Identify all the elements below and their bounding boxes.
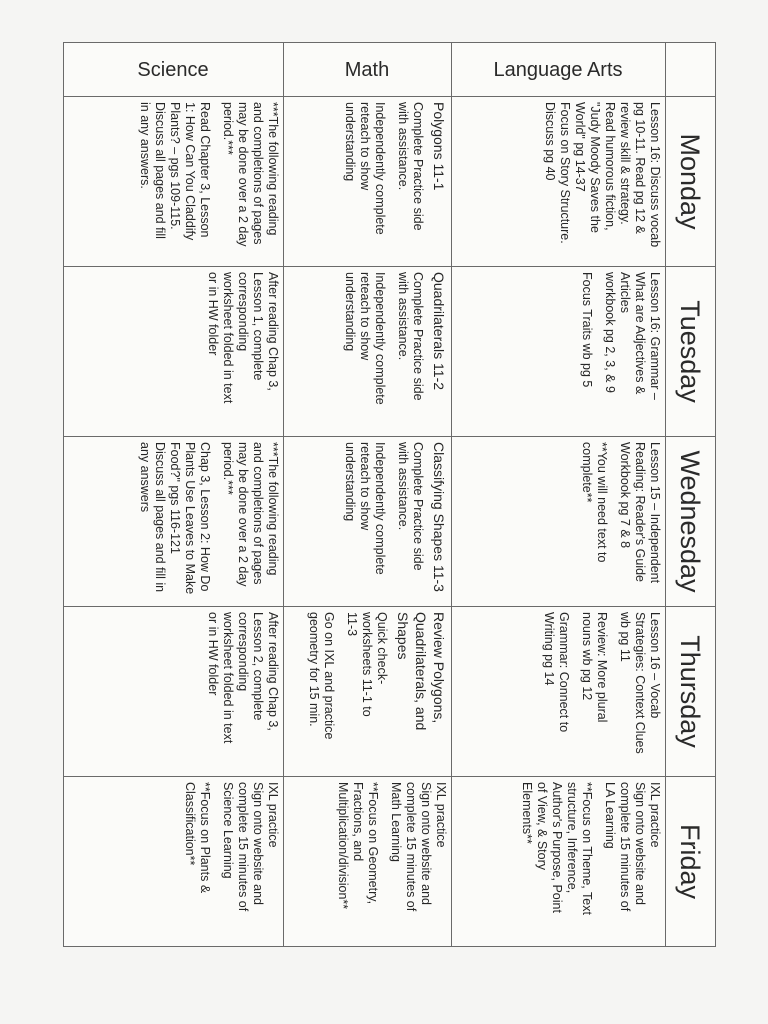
cell-line: pg 10-11. Read pg 12 & — [633, 102, 647, 234]
day-header-wednesday: Wednesday — [666, 437, 716, 607]
cell-line: Complete Practice side — [411, 442, 425, 571]
cell-line: **Focus on Geometry, — [366, 782, 380, 905]
language-arts-row — [452, 43, 666, 947]
cell-science-friday — [64, 777, 284, 947]
cell-science-wednesday — [64, 437, 284, 607]
cell-line: understanding — [343, 442, 357, 522]
cell-line: with assistance. — [396, 442, 410, 531]
cell-line: Science Learning — [221, 782, 235, 879]
cell-line: ***The following reading — [266, 102, 280, 236]
corner-cell — [666, 43, 716, 97]
line-gap — [387, 272, 395, 431]
cell-language-arts-thursday — [452, 607, 666, 777]
subject-science — [64, 43, 284, 97]
cell-line: IXL practice — [648, 782, 662, 848]
cell-line: in any answers. — [138, 102, 152, 189]
cell-language-arts-monday — [452, 97, 666, 267]
cell-line: of View, & Story — [535, 782, 549, 871]
cell-line: may be done over a 2 day — [236, 442, 250, 587]
cell-line: "Judy Moody Saves the — [588, 102, 602, 233]
cell-line: Author's Purpose, Point — [550, 782, 564, 913]
cell-line: Focus on Story Structure. — [558, 102, 572, 244]
cell-line: Lesson 16 – Vocab — [648, 612, 662, 719]
cell-line: worksheet folded in text — [221, 272, 235, 404]
cell-line: Plants Use Leaves to Make — [183, 442, 197, 595]
cell-line: and completions of pages — [251, 442, 265, 585]
cell-line: wb pg 11 — [618, 612, 632, 662]
cell-language-arts-wednesday — [452, 437, 666, 607]
cell-line: **Focus on Plants & — [198, 782, 212, 894]
cell-line: **Focus on Theme, Text — [580, 782, 594, 915]
line-gap — [609, 612, 617, 771]
cell-line: Lesson 1, complete — [251, 272, 265, 381]
cell-heading: Review Polygons, Quadrilaterals, and Shapes — [395, 612, 447, 731]
day-header-row — [666, 43, 716, 947]
cell-line: structure, Inference, — [565, 782, 579, 894]
cell-line: After reading Chap 3, — [266, 272, 280, 391]
cell-line: Focus Traits wb pg 5 — [580, 272, 594, 388]
cell-line: Complete Practice side — [411, 272, 425, 401]
cell-line: corresponding — [236, 272, 250, 352]
line-gap — [594, 782, 602, 941]
cell-line: Classification** — [183, 782, 197, 866]
cell-line: workbook pg 2, 3, & 9 — [603, 272, 617, 393]
day-header-friday: Friday — [666, 777, 716, 947]
cell-line: worksheet folded in text — [221, 612, 235, 744]
cell-line: any answers — [138, 442, 152, 513]
cell-line: with assistance. — [396, 272, 410, 361]
subject-language-arts — [452, 43, 666, 97]
cell-line: Food?" pgs 116-121 — [168, 442, 182, 554]
cell-line: Lesson 16: Grammar – — [648, 272, 662, 400]
cell-line: Reading: Reader's Guide — [633, 442, 647, 582]
cell-line: worksheets 11-1 to — [360, 612, 374, 717]
cell-line: complete** — [580, 442, 594, 503]
cell-line: complete 15 minutes of — [404, 782, 418, 912]
cell-line: or in HW folder — [206, 612, 220, 696]
cell-science-thursday — [64, 607, 284, 777]
cell-heading: Polygons 11-1 — [431, 102, 447, 191]
cell-line: Read Chapter 3, Lesson — [198, 102, 212, 238]
cell-line: Lesson 16: Discuss vocab — [648, 102, 662, 248]
cell-line: complete 15 minutes of — [618, 782, 632, 912]
line-gap — [387, 442, 395, 601]
cell-line: and completions of pages — [251, 102, 265, 245]
cell-line: Complete Practice side — [411, 102, 425, 231]
cell-line: After reading Chap 3, — [266, 612, 280, 731]
cell-math-friday — [284, 777, 452, 947]
subject-label: Math — [345, 58, 390, 81]
cell-line: with assistance. — [396, 102, 410, 191]
line-gap — [212, 442, 220, 601]
cell-line: Go on IXL and practice — [322, 612, 336, 740]
cell-line: Lesson 15 – Independent — [648, 442, 662, 584]
cell-line: Elements** — [520, 782, 534, 844]
cell-line: IXL practice — [434, 782, 448, 848]
cell-line: or in HW folder — [206, 272, 220, 356]
cell-line: understanding — [343, 272, 357, 352]
cell-line: World" pg 14-37 — [573, 102, 587, 192]
line-gap — [609, 442, 617, 601]
cell-line: Discuss all pages and fill — [153, 102, 167, 239]
cell-math-thursday — [284, 607, 452, 777]
cell-line: Articles — [618, 272, 632, 313]
cell-line: period.*** — [221, 102, 235, 155]
cell-line: geometry for 15 min. — [307, 612, 321, 727]
cell-line: What are Adjectives & — [633, 272, 647, 395]
cell-language-arts-tuesday — [452, 267, 666, 437]
science-row — [64, 43, 284, 947]
cell-line: Strategies: Context Clues — [633, 612, 647, 754]
cell-line: Multiplication/division** — [336, 782, 350, 910]
cell-line: Independently complete — [373, 442, 387, 575]
subject-label: Language Arts — [494, 58, 623, 81]
line-gap — [336, 612, 344, 771]
cell-science-tuesday — [64, 267, 284, 437]
cell-line: **You will need text to — [595, 442, 609, 563]
line-gap — [380, 782, 388, 941]
cell-language-arts-friday — [452, 777, 666, 947]
cell-line: period.*** — [221, 442, 235, 495]
cell-line: Grammar: Connect to — [557, 612, 571, 733]
line-gap — [571, 612, 579, 771]
cell-line: Sign onto website and — [251, 782, 265, 906]
cell-line: Math Learning — [389, 782, 403, 862]
line-gap — [387, 102, 395, 261]
line-gap — [212, 102, 220, 261]
cell-line: Read humorous fiction, — [603, 102, 617, 231]
cell-line: review skill & strategy. — [618, 102, 632, 225]
cell-line: ***The following reading — [266, 442, 280, 576]
cell-line: Workbook pg 7 & 8 — [618, 442, 632, 549]
cell-line: LA Learning — [603, 782, 617, 849]
cell-line: 11-3 — [345, 612, 359, 637]
cell-science-monday — [64, 97, 284, 267]
cell-line: reteach to show — [358, 442, 372, 531]
cell-line: Plants? – pgs 109-115. — [168, 102, 182, 230]
cell-line: Chap 3, Lesson 2: How Do — [198, 442, 212, 592]
cell-line: Sign onto website and — [419, 782, 433, 906]
cell-heading: Classifying Shapes 11-3 — [431, 442, 447, 592]
cell-line: may be done over a 2 day — [236, 102, 250, 247]
day-header-thursday: Thursday — [666, 607, 716, 777]
subject-label: Science — [137, 58, 210, 81]
line-gap — [212, 782, 220, 941]
subject-math — [284, 43, 452, 97]
cell-line: Discuss all pages and fill in — [153, 442, 167, 593]
cell-line: understanding — [343, 102, 357, 182]
cell-math-tuesday — [284, 267, 452, 437]
cell-line: Writing pg 14 — [542, 612, 556, 686]
cell-line: Discuss pg 40 — [543, 102, 557, 181]
cell-line: nouns wb pg 12 — [580, 612, 594, 701]
cell-line: IXL practice — [266, 782, 280, 848]
cell-line: reteach to show — [358, 102, 372, 191]
math-row — [284, 43, 452, 947]
day-header-tuesday: Tuesday — [666, 267, 716, 437]
cell-line: Fractions, and — [351, 782, 365, 862]
cell-heading: Quadrilaterals 11-2 — [431, 272, 447, 391]
cell-line: Sign onto website and — [633, 782, 647, 906]
day-header-monday: Monday — [666, 97, 716, 267]
cell-line: 1: How Can You Claddify — [183, 102, 197, 241]
cell-line: corresponding — [236, 612, 250, 692]
cell-line: Independently complete — [373, 272, 387, 405]
cell-line: Lesson 2, complete — [251, 612, 265, 721]
cell-line: complete 15 minutes of — [236, 782, 250, 912]
cell-math-monday — [284, 97, 452, 267]
cell-line: Review: More plural — [595, 612, 609, 723]
cell-line: Quick check- — [375, 612, 389, 685]
cell-line: Independently complete — [373, 102, 387, 235]
cell-line: reteach to show — [358, 272, 372, 361]
line-gap — [594, 272, 602, 431]
weekly-schedule-table — [63, 42, 716, 947]
cell-math-wednesday — [284, 437, 452, 607]
